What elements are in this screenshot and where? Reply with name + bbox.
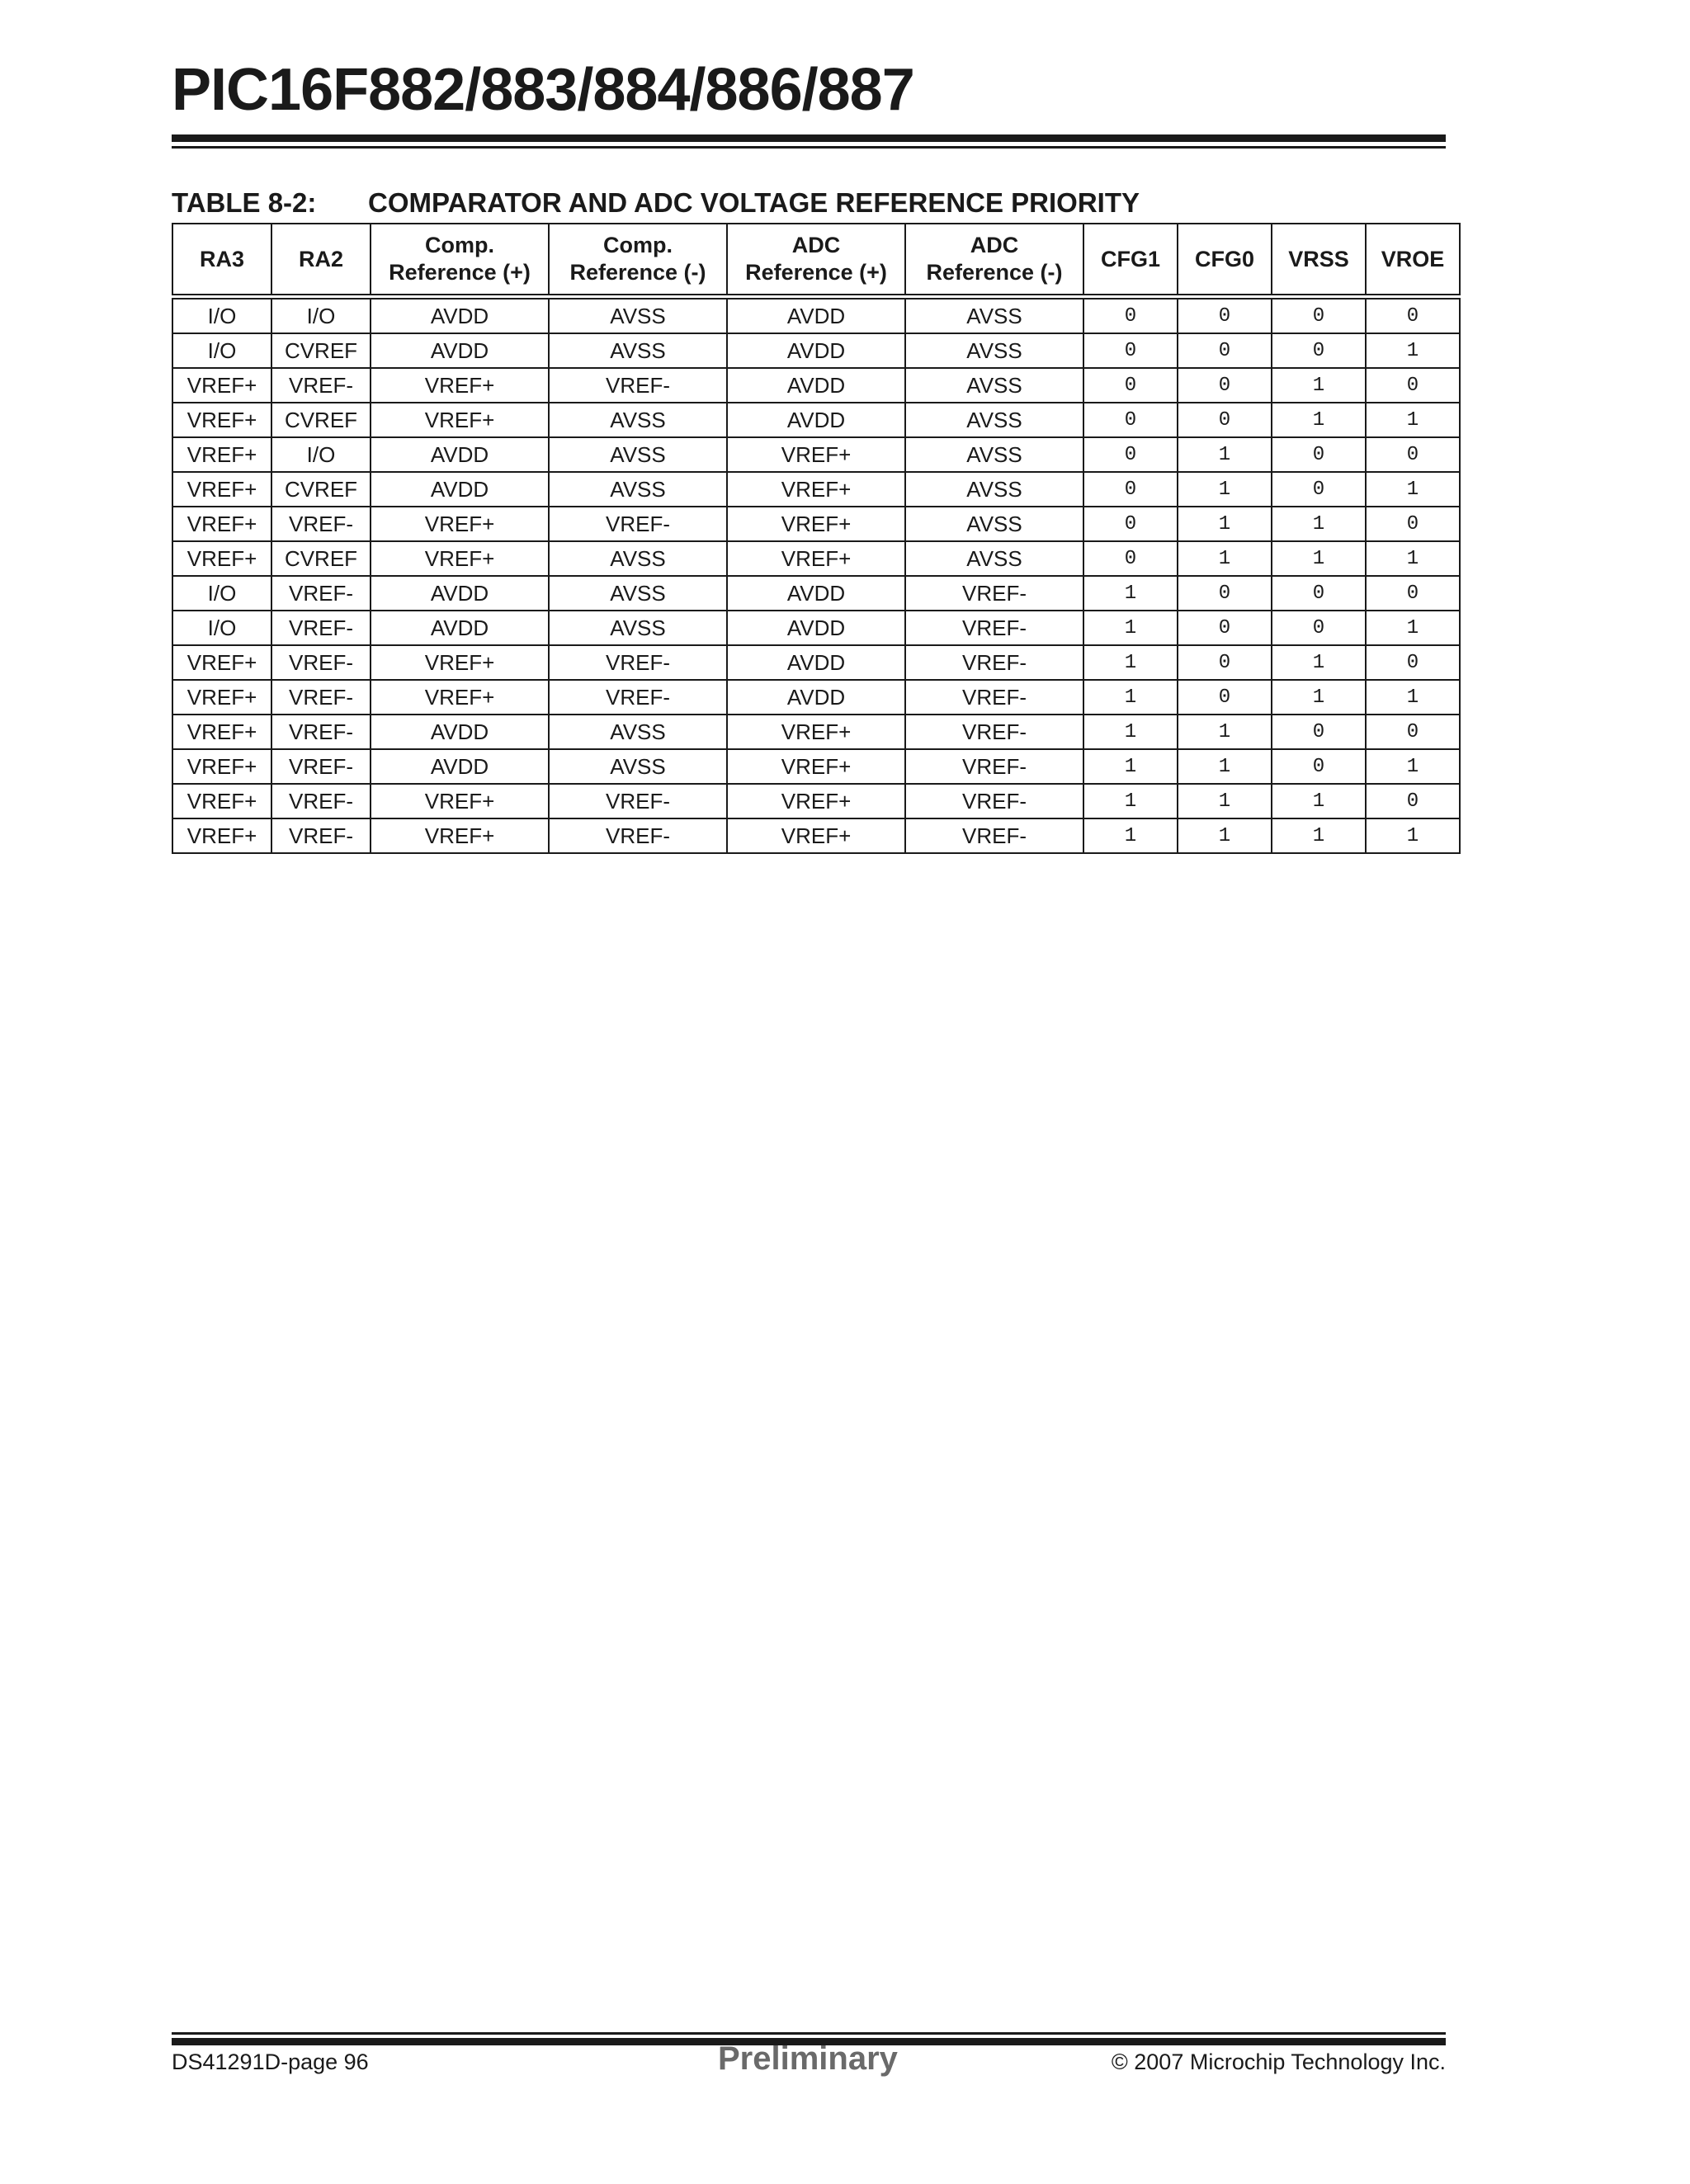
table-cell: 1: [1272, 541, 1366, 576]
table-cell: 0: [1083, 368, 1178, 403]
table-cell: 1: [1272, 645, 1366, 680]
table-cell: 0: [1272, 715, 1366, 749]
table-cell: 0: [1083, 333, 1178, 368]
column-header: [1366, 224, 1460, 297]
table-cell: AVDD: [371, 297, 549, 334]
table-cell: VREF+: [727, 784, 905, 818]
column-header-text: Reference (-): [569, 260, 706, 285]
column-header-text: Comp.: [425, 233, 494, 257]
table-cell: VREF+: [172, 680, 271, 715]
footer-copyright: © 2007 Microchip Technology Inc.: [1111, 2050, 1446, 2074]
table-cell: 0: [1272, 297, 1366, 334]
table-cell: I/O: [271, 297, 371, 334]
table-cell: VREF+: [727, 507, 905, 541]
table-cell: AVSS: [549, 715, 727, 749]
table-cell: 0: [1178, 297, 1272, 334]
table-cell: VREF+: [727, 472, 905, 507]
table-cell: VREF+: [727, 749, 905, 784]
table-body: [172, 297, 1460, 854]
table-cell: VREF-: [905, 784, 1083, 818]
table-cell: 1: [1083, 576, 1178, 611]
column-header: [549, 224, 727, 297]
table-cell: VREF-: [271, 784, 371, 818]
table-cell: VREF+: [371, 507, 549, 541]
table-cell: AVSS: [549, 611, 727, 645]
table-cell: AVDD: [727, 333, 905, 368]
table-cell: VREF+: [371, 680, 549, 715]
column-header: [905, 224, 1083, 297]
table-cell: VREF+: [371, 368, 549, 403]
table-number: TABLE 8-2:: [172, 187, 317, 218]
table-cell: 0: [1178, 645, 1272, 680]
footer-rule-thin: [172, 2032, 1446, 2035]
table-cell: VREF-: [549, 818, 727, 853]
table-cell: 1: [1272, 403, 1366, 437]
table-cell: 1: [1178, 749, 1272, 784]
table-row: [172, 472, 1460, 507]
table-cell: AVDD: [727, 576, 905, 611]
table-cell: AVDD: [727, 403, 905, 437]
table-cell: 1: [1366, 611, 1460, 645]
table-cell: VREF-: [905, 749, 1083, 784]
table-cell: 0: [1272, 472, 1366, 507]
table-cell: AVSS: [549, 749, 727, 784]
column-header: [371, 224, 549, 297]
table-cell: I/O: [172, 333, 271, 368]
table-cell: CVREF: [271, 403, 371, 437]
table-cell: 1: [1366, 333, 1460, 368]
voltage-reference-priority-table: [172, 223, 1461, 854]
table-cell: 0: [1366, 368, 1460, 403]
table-cell: 1: [1083, 749, 1178, 784]
table-cell: VREF-: [905, 715, 1083, 749]
column-header: [172, 224, 271, 297]
table-cell: 0: [1083, 541, 1178, 576]
column-header-text: VRSS: [1288, 246, 1349, 271]
table-cell: 0: [1083, 437, 1178, 472]
table-cell: VREF-: [271, 576, 371, 611]
table-cell: AVSS: [905, 541, 1083, 576]
document-title: PIC16F882/883/884/886/887: [172, 57, 914, 123]
table-cell: VREF-: [905, 818, 1083, 853]
table-cell: 0: [1366, 297, 1460, 334]
table-cell: 1: [1178, 437, 1272, 472]
column-header-text: ADC: [970, 233, 1019, 257]
table-cell: 1: [1366, 818, 1460, 853]
table-cell: 0: [1272, 749, 1366, 784]
table-cell: 0: [1083, 507, 1178, 541]
column-header-text: CFG1: [1100, 246, 1160, 271]
table-cell: CVREF: [271, 333, 371, 368]
table-cell: AVSS: [549, 297, 727, 334]
table-cell: 0: [1178, 368, 1272, 403]
table-cell: VREF+: [727, 818, 905, 853]
table-cell: 1: [1083, 611, 1178, 645]
table-cell: 0: [1083, 472, 1178, 507]
table-cell: AVSS: [905, 507, 1083, 541]
table-cell: 1: [1178, 507, 1272, 541]
table-cell: VREF-: [549, 645, 727, 680]
table-row: [172, 297, 1460, 334]
table-cell: I/O: [172, 297, 271, 334]
table-caption: [172, 185, 1446, 221]
table-cell: CVREF: [271, 472, 371, 507]
table-cell: VREF-: [905, 680, 1083, 715]
table-cell: 1: [1272, 680, 1366, 715]
table-row: [172, 818, 1460, 853]
table-cell: AVSS: [549, 472, 727, 507]
table-row: [172, 715, 1460, 749]
table-cell: 0: [1178, 680, 1272, 715]
table-cell: VREF-: [905, 576, 1083, 611]
table-cell: 1: [1366, 749, 1460, 784]
table-cell: 1: [1366, 403, 1460, 437]
table-header-row: [172, 224, 1460, 297]
table-cell: VREF+: [727, 437, 905, 472]
table-cell: 1: [1178, 784, 1272, 818]
table-cell: AVDD: [727, 368, 905, 403]
column-header-text: RA2: [298, 246, 343, 271]
table-cell: AVSS: [905, 437, 1083, 472]
table-row: [172, 437, 1460, 472]
table-cell: VREF+: [172, 368, 271, 403]
table-row: [172, 541, 1460, 576]
table-cell: AVDD: [371, 333, 549, 368]
table-row: [172, 333, 1460, 368]
table-cell: VREF-: [271, 715, 371, 749]
table-cell: 1: [1083, 715, 1178, 749]
table-cell: VREF+: [172, 507, 271, 541]
table-cell: VREF-: [271, 680, 371, 715]
table-cell: VREF+: [371, 645, 549, 680]
table-cell: VREF+: [172, 437, 271, 472]
column-header: [1272, 224, 1366, 297]
table-cell: AVDD: [371, 437, 549, 472]
table-cell: 0: [1366, 507, 1460, 541]
table-cell: AVSS: [549, 333, 727, 368]
table-cell: AVSS: [549, 437, 727, 472]
table-cell: 1: [1366, 680, 1460, 715]
table-cell: VREF+: [172, 818, 271, 853]
table-title: COMPARATOR AND ADC VOLTAGE REFERENCE PRIORITY: [368, 187, 1140, 218]
table-cell: 0: [1178, 333, 1272, 368]
table-cell: VREF-: [905, 645, 1083, 680]
table-cell: VREF-: [271, 818, 371, 853]
table-cell: VREF+: [371, 784, 549, 818]
table-cell: AVDD: [371, 749, 549, 784]
table-cell: 0: [1366, 645, 1460, 680]
table-cell: 1: [1178, 715, 1272, 749]
table-cell: 0: [1083, 297, 1178, 334]
table-cell: 0: [1178, 611, 1272, 645]
table-cell: 0: [1272, 611, 1366, 645]
table-cell: I/O: [172, 611, 271, 645]
table-cell: VREF+: [371, 403, 549, 437]
table-cell: VREF+: [727, 715, 905, 749]
table-cell: VREF+: [172, 645, 271, 680]
footer-doc-id: DS41291D-page 96: [172, 2050, 369, 2074]
table-cell: VREF+: [172, 541, 271, 576]
table-cell: 1: [1178, 818, 1272, 853]
table-cell: VREF-: [905, 611, 1083, 645]
table-cell: VREF+: [172, 715, 271, 749]
table-cell: VREF-: [271, 368, 371, 403]
table-cell: AVSS: [905, 297, 1083, 334]
table-cell: AVSS: [905, 333, 1083, 368]
table-cell: VREF-: [549, 368, 727, 403]
table-cell: AVSS: [549, 403, 727, 437]
column-header-text: Reference (+): [389, 260, 531, 285]
table-cell: VREF+: [172, 784, 271, 818]
table-cell: 0: [1366, 437, 1460, 472]
table-cell: VREF+: [172, 749, 271, 784]
column-header-text: VROE: [1381, 246, 1445, 271]
table-row: [172, 403, 1460, 437]
column-header-text: ADC: [791, 233, 841, 257]
table-row: [172, 645, 1460, 680]
table-cell: 1: [1366, 472, 1460, 507]
table-cell: 0: [1272, 576, 1366, 611]
footer-status: Preliminary: [718, 2040, 898, 2077]
table-cell: VREF-: [549, 680, 727, 715]
table-cell: 1: [1083, 680, 1178, 715]
table-cell: 1: [1272, 784, 1366, 818]
table-cell: 1: [1272, 818, 1366, 853]
table-cell: AVSS: [905, 472, 1083, 507]
table-cell: AVSS: [905, 368, 1083, 403]
table-cell: 0: [1178, 576, 1272, 611]
table-cell: VREF-: [271, 645, 371, 680]
table-cell: AVDD: [371, 611, 549, 645]
table-row: [172, 507, 1460, 541]
table-cell: 0: [1366, 784, 1460, 818]
table-cell: AVDD: [727, 680, 905, 715]
table-cell: 1: [1083, 645, 1178, 680]
table-cell: VREF+: [371, 818, 549, 853]
table-cell: AVDD: [371, 472, 549, 507]
table-cell: VREF+: [727, 541, 905, 576]
header-rule-thick: [172, 134, 1446, 142]
column-header: [1083, 224, 1178, 297]
table-cell: VREF+: [371, 541, 549, 576]
table-cell: AVDD: [727, 645, 905, 680]
column-header-text: Reference (+): [745, 260, 887, 285]
table-row: [172, 749, 1460, 784]
table-cell: AVDD: [371, 576, 549, 611]
column-header-text: Reference (-): [926, 260, 1063, 285]
table-cell: 1: [1083, 818, 1178, 853]
table-cell: AVDD: [371, 715, 549, 749]
table-cell: VREF+: [172, 472, 271, 507]
table-cell: 1: [1272, 507, 1366, 541]
table-cell: VREF-: [271, 507, 371, 541]
table-row: [172, 576, 1460, 611]
table-cell: VREF+: [172, 403, 271, 437]
table-row: [172, 368, 1460, 403]
table-cell: I/O: [271, 437, 371, 472]
table-cell: 1: [1178, 472, 1272, 507]
table-cell: 0: [1178, 403, 1272, 437]
column-header-text: Comp.: [603, 233, 673, 257]
table-cell: AVSS: [549, 576, 727, 611]
table-cell: VREF-: [271, 749, 371, 784]
table-cell: 0: [1366, 715, 1460, 749]
table-cell: AVSS: [905, 403, 1083, 437]
table-cell: 1: [1272, 368, 1366, 403]
table-cell: 0: [1083, 403, 1178, 437]
table-cell: AVDD: [727, 297, 905, 334]
table-cell: 1: [1178, 541, 1272, 576]
table-cell: AVDD: [727, 611, 905, 645]
table-cell: AVSS: [549, 541, 727, 576]
column-header: [271, 224, 371, 297]
table-cell: I/O: [172, 576, 271, 611]
table-cell: 1: [1366, 541, 1460, 576]
column-header: [1178, 224, 1272, 297]
column-header-text: RA3: [199, 246, 244, 271]
table-cell: 0: [1366, 576, 1460, 611]
header-rule-thin: [172, 146, 1446, 149]
table-cell: VREF-: [549, 784, 727, 818]
table-cell: 0: [1272, 333, 1366, 368]
table-cell: 1: [1083, 784, 1178, 818]
table-row: [172, 680, 1460, 715]
table-row: [172, 611, 1460, 645]
table-cell: VREF-: [549, 507, 727, 541]
column-header-text: CFG0: [1194, 246, 1254, 271]
table-cell: CVREF: [271, 541, 371, 576]
table-cell: 0: [1272, 437, 1366, 472]
table-row: [172, 784, 1460, 818]
column-header: [727, 224, 905, 297]
table-cell: VREF-: [271, 611, 371, 645]
